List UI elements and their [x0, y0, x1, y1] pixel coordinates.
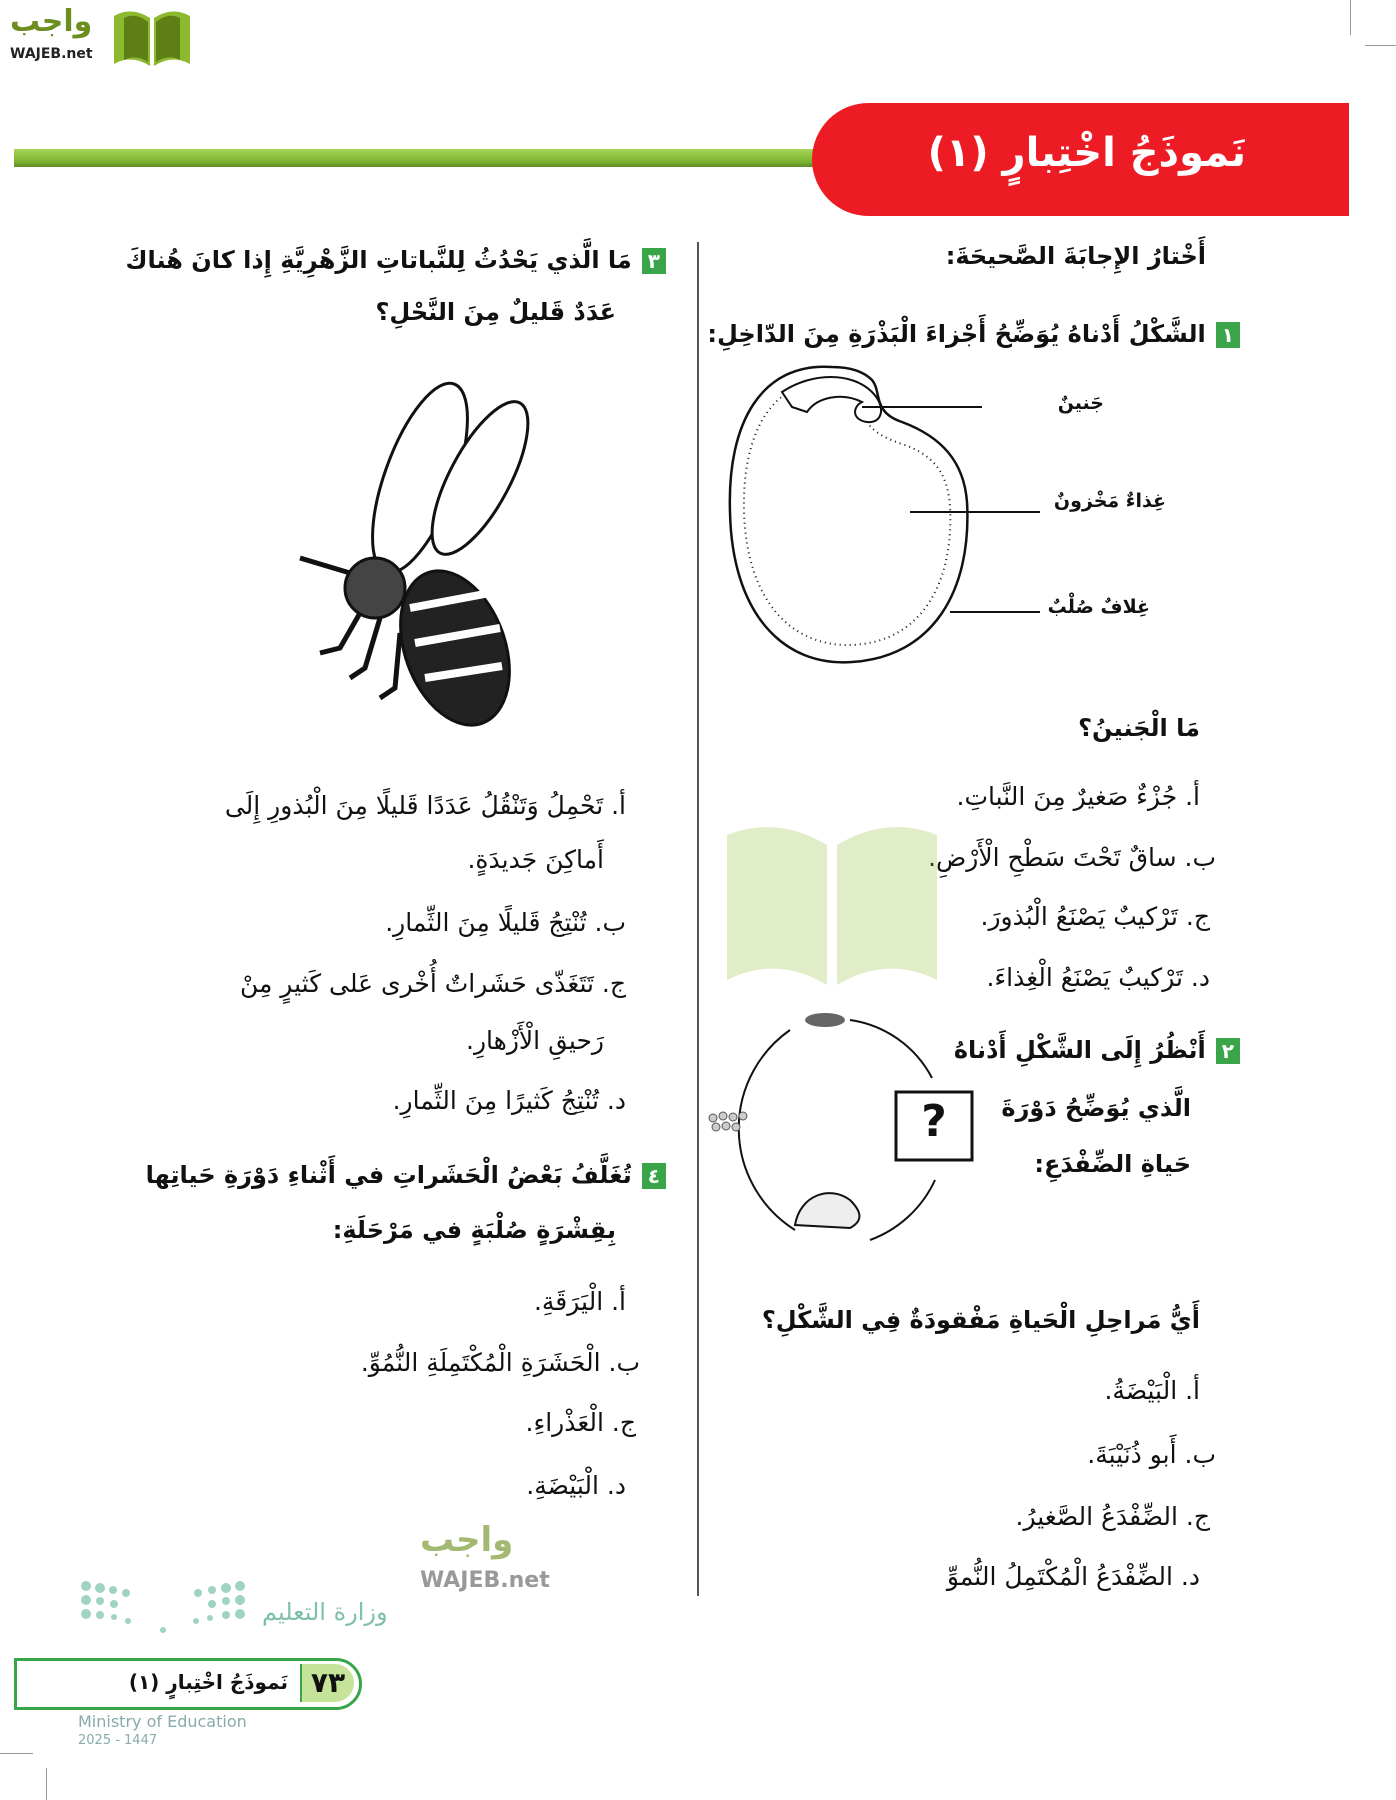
question-number: ١	[1216, 322, 1240, 348]
header-bar	[14, 149, 834, 167]
question-number: ٣	[642, 248, 666, 274]
question-2-prompt: أَيُّ مَراحِلِ الْحَياةِ مَفْقودَةٌ فِي الشَّكْلِ؟	[761, 1306, 1200, 1334]
crop-mark	[46, 1768, 47, 1800]
answer-option[interactable]: ب. أَبو ذُنَيْبَةَ.	[1087, 1440, 1216, 1469]
answer-option[interactable]: أ. الْبَيْضَةُ.	[1104, 1376, 1200, 1405]
answer-option[interactable]: ج. الضِّفْدَعُ الصَّغيرُ.	[1015, 1502, 1210, 1531]
column-divider	[697, 242, 699, 1596]
answer-option[interactable]: ج. الْعَذْراءِ.	[525, 1408, 636, 1437]
instructions: أَخْتارُ الإِجابَةَ الصَّحيحَةَ:	[945, 242, 1206, 270]
answer-option[interactable]: أ. تَحْمِلُ وَتَنْقُلُ عَدَدًا قَليلًا مِنَ الْبُذورِ إِلَى	[224, 791, 626, 820]
ministry-name-ar: وزارة التعليم	[262, 1598, 388, 1626]
question-text: مَا الَّذي يَحْدُثُ لِلنَّباتاتِ الزَّهْرِيَّةِ إِذا كانَ هُناكَ	[125, 246, 632, 274]
logo-text-en: WAJEB.net	[10, 46, 93, 62]
question-text: الشَّكْلُ أَدْناهُ يُوَضِّحُ أَجْزاءَ الْبَذْرَةِ مِنَ الدّاخِلِ:	[707, 320, 1206, 348]
ministry-name-en: Ministry of Education	[78, 1712, 247, 1731]
ministry-logo-dots	[78, 1580, 248, 1640]
question-text: تُغَلَّفُ بَعْضُ الْحَشَراتِ في أَثْناءِ دَوْرَةِ حَياتِها	[145, 1161, 632, 1189]
crop-mark	[1350, 0, 1351, 35]
wajeb-logo	[6, 4, 196, 68]
question-text: أَنْظُرُ إِلَى الشَّكْلِ أَدْناهُ	[953, 1036, 1206, 1064]
watermark-text-ar: واجب	[420, 1520, 514, 1560]
logo-text-ar: واجب	[10, 4, 93, 39]
seed-diagram	[722, 362, 982, 672]
answer-option-continued: أَماكِنَ جَديدَةٍ.	[467, 845, 604, 874]
label-stored-food: غِذاءٌ مَخْزونٌ	[1053, 490, 1166, 512]
label-seed-coat: غِلافٌ صُلْبٌ	[1047, 596, 1150, 618]
answer-option[interactable]: د. تُنْتِجُ كَثيرًا مِنَ الثِّمارِ.	[392, 1086, 626, 1115]
book-icon	[110, 6, 194, 68]
answer-option[interactable]: د. الضِّفْدَعُ الْمُكْتَمِلُ النُّموِّ	[946, 1562, 1200, 1591]
answer-option[interactable]: أ. الْيَرَقَةِ.	[533, 1287, 626, 1316]
question-3	[126, 246, 667, 274]
answer-option[interactable]: ج. تَرْكيبٌ يَصْنَعُ الْبُذورَ.	[980, 902, 1210, 931]
bee-illustration	[280, 378, 540, 738]
answer-option[interactable]: ج. تَتَغَذّى حَشَراتٌ أُخْرى عَلى كَثيرٍ مِنْ	[239, 969, 626, 998]
answer-option[interactable]: ب. الْحَشَرَةِ الْمُكْتَمِلَةِ النُّمُوِّ.	[360, 1348, 640, 1377]
crop-mark	[0, 1753, 33, 1754]
answer-option[interactable]: أ. جُزْءٌ صَغيرٌ مِنَ النَّباتِ.	[956, 782, 1200, 811]
edition-year: 2025 - 1447	[78, 1733, 158, 1748]
pointer-line	[950, 611, 1040, 613]
question-4	[146, 1161, 666, 1189]
crop-mark	[1365, 45, 1396, 46]
watermark-book-icon	[722, 815, 942, 990]
question-1	[707, 320, 1240, 348]
question-1-prompt: مَا الْجَنينُ؟	[1078, 714, 1200, 742]
question-number: ٤	[642, 1163, 666, 1189]
answer-option-continued: رَحيقِ الْأَزْهارِ.	[466, 1026, 604, 1055]
question-text: عَدَدٌ قَليلٌ مِنَ النَّحْلِ؟	[375, 298, 616, 326]
missing-stage-mark: ?	[921, 1096, 947, 1147]
page-number: ٧٣	[300, 1664, 354, 1702]
page-title: نَموذَجُ اخْتِبارٍ (١)	[927, 130, 1246, 176]
answer-option[interactable]: ب. ساقٌ تَحْتَ سَطْحِ الْأَرْضِ.	[928, 843, 1216, 872]
question-text: الَّذي يُوَضِّحُ دَوْرَةَ	[1001, 1094, 1191, 1122]
question-text: بِقِشْرَةٍ صُلْبَةٍ في مَرْحَلَةِ:	[332, 1216, 616, 1244]
answer-option[interactable]: ب. تُنْتِجُ قَليلًا مِنَ الثِّمارِ.	[385, 908, 626, 937]
watermark-text-en: WAJEB.net	[420, 1568, 550, 1593]
pointer-line	[910, 511, 1040, 513]
label-embryo: جَنينٌ	[1057, 392, 1104, 414]
answer-option[interactable]: د. تَرْكيبٌ يَصْنَعُ الْغِذاءَ.	[986, 963, 1210, 992]
question-number: ٢	[1216, 1038, 1240, 1064]
question-text: حَياةِ الضِّفْدَعِ:	[1034, 1150, 1191, 1178]
footer-title: نَموذَجُ اخْتِبارٍ (١)	[128, 1670, 288, 1694]
question-2	[954, 1036, 1240, 1064]
answer-option[interactable]: د. الْبَيْضَةِ.	[526, 1471, 626, 1500]
